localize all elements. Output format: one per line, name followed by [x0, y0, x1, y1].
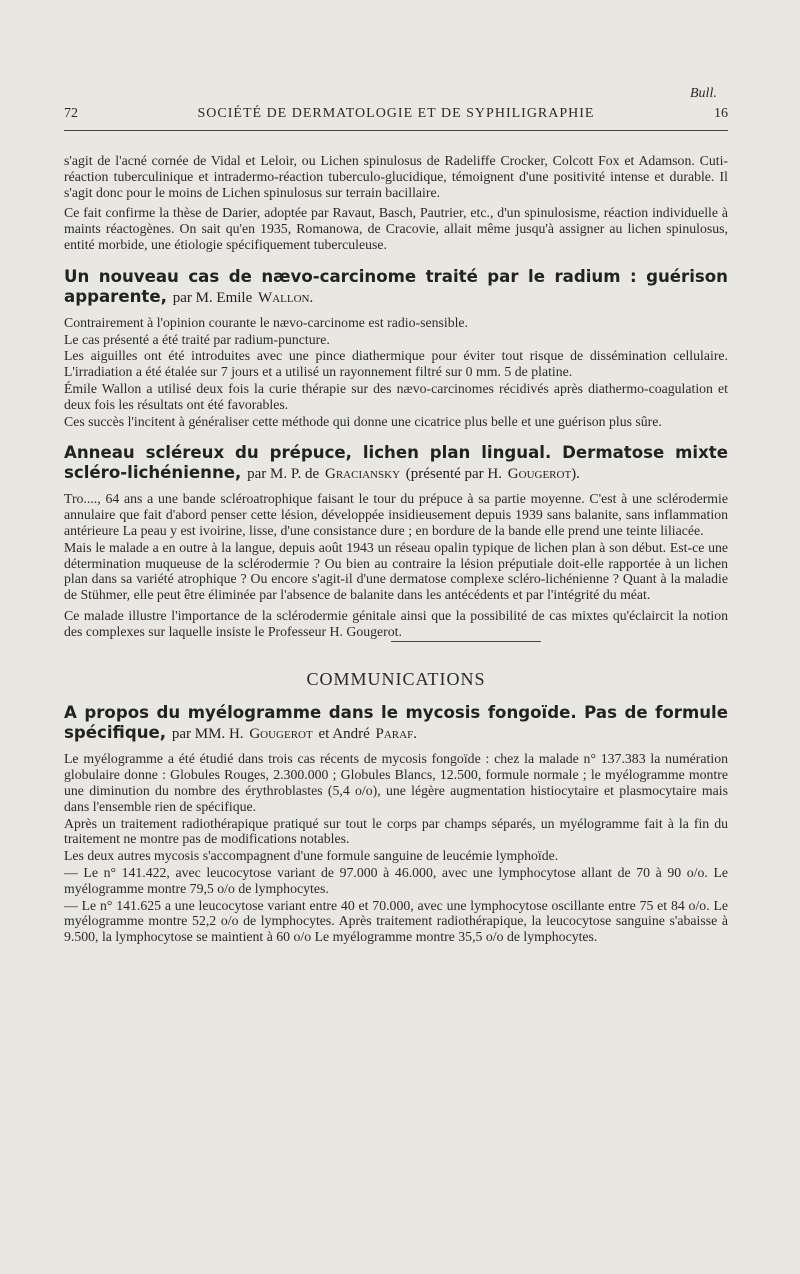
article-2-paragraph: Mais le malade a en outre à la langue, depuis août 1943 un réseau opalin typique de lichen plan à son début. Est-ce une détermination muqueuse de la sclérodermie ? Ou bien au contraire la lésion préputiale doit-elle rapportée à un lichen plan dans sa variété atrophique ? Ou encore s'agit-il d'une dermatose complexe scléro-lichénienne ? Quant à la maladie de Stühmer, elle peut être éliminée par l'absence de balanite dans les antécédents et par l'intégrité du méat. [64, 539, 728, 603]
page-number: 72 [64, 106, 78, 121]
header-rule [64, 130, 728, 131]
article-3-paragraph: — Le n° 141.625 a une leucocytose variant entre 40 et 70.000, avec une lymphocytose oscillante entre 75 et 84 o/o. Le myélogramme montre 52,2 o/o de lymphocytes. Après traitement radiothérapique, la leucocytose sanguine s'abaisse à 9.500, la lymphocytose se maintient à 60 o/o Le myélogramme montre 35,5 o/o de lymphocytes. [64, 897, 728, 945]
article-3-paragraph: — Le n° 141.422, avec leucocytose variant de 97.000 à 46.000, avec une lymphocytose allant de 70 à 90 o/o. Le myélogramme montre 79,5 o/o de lymphocytes. [64, 864, 728, 896]
intro-paragraph-2: Ce fait confirme la thèse de Darier, adoptée par Ravaut, Basch, Pautrier, etc., d'un spinulosisme, réaction individuelle à maints réactogènes. On sait qu'en 1935, Romanowa, de Cracovie, allait même jusqu'à assigner au lichen spinulosus, entité morbide, une étiologie spécifiquement tuberculeuse. [64, 205, 728, 252]
article-1-title: Un nouveau cas de nævo-carcinome traité par le radium : guérison apparente, [64, 266, 728, 306]
article-3-title: A propos du myélogramme dans le mycosis fongoïde. Pas de formule spécifique, [64, 703, 728, 743]
article-3-byline-mid: et André [318, 726, 370, 743]
article-2-author: Graciansky [325, 466, 401, 483]
article-1-paragraph: Contrairement à l'opinion courante le nævo-carcinome est radio-sensible. [64, 314, 468, 330]
article-3-heading [64, 703, 728, 744]
intro-paragraph-1: s'agit de l'acné cornée de Vidal et Leloir, ou Lichen spinulosus de Radeliffe Crocker, Colcott Fox et Adamson. Cuti-réaction tuberculinique et intradermo-réaction tuberculo-glucidique, témoignent d'une positivité intense et durable. Il s'agit donc pour le moins de Lichen spinulosus sur terrain bacillaire. [64, 153, 728, 200]
article-1-paragraph: Le cas présenté a été traité par radium-puncture. [64, 331, 330, 347]
article-2-byline-suffix: (présenté par H. [405, 466, 503, 483]
article-2-byline: par M. P. de [247, 466, 320, 483]
article-2-title: Anneau scléreux du prépuce, lichen plan lingual. Dermatose mixte scléro-lichénienne, [64, 443, 728, 483]
article-1-paragraph: Émile Wallon a utilisé deux fois la curie thérapie sur des nævo-carcinomes récidivés après diathermo-coagulation et deux fois les résultats ont été favorables. [64, 380, 728, 412]
article-1-author: Wallon. [258, 289, 314, 306]
article-3-paragraph: Le myélogramme a été étudié dans trois cas récents de mycosis fongoïde : chez la malade n° 137.383 la numération globulaire donne : Globules Rouges, 2.300.000 ; Globules Blancs, 12.500, formule normale ; le myélogramme montre une diminution du nombre des érythroblastes (5,4 o/o), une légère augmentation histiocytaire et plasmocytaire mais dans l'ensemble rien de spécifique. [64, 751, 728, 814]
article-2-author-2: Gougerot). [507, 466, 580, 483]
page-body [64, 153, 728, 950]
sheet-number: 16 [714, 106, 728, 121]
running-header [64, 106, 728, 126]
article-3-author-2: Paraf. [375, 726, 417, 743]
article-3-paragraph: Après un traitement radiothérapique pratiqué sur tout le corps par champs séparés, un myélogramme fait à la fin du traitement ne montre pas de modifications notables. [64, 815, 728, 847]
article-3-author: Gougerot [249, 726, 313, 743]
article-2-paragraph: Tro...., 64 ans a une bande scléroatrophique faisant le tour du prépuce à sa partie moyenne. C'est à une sclérodermie annulaire que fait d'abord penser cette lésion, développée insidieusement depuis 1939 sans balanite, sans inflammation antérieure La peau y est ivoirine, lisse, d'une consistance dure ; en bordure de la bande elle prend une teinte liliacée. [64, 491, 728, 538]
article-1-byline: par M. Emile [172, 289, 253, 306]
separator-rule [391, 641, 541, 642]
article-2-paragraph: Ce malade illustre l'importance de la sclérodermie génitale ainsi que la possibilité de cas mixtes qu'éclaircit la notion des complexes sur laquelle insiste le Professeur H. Gougerot. [64, 607, 728, 639]
article-3-byline: par MM. H. [171, 726, 244, 743]
section-title: COMMUNICATIONS [306, 668, 486, 689]
article-2-heading [64, 443, 728, 484]
article-1-heading [64, 267, 728, 308]
article-1-paragraph: Ces succès l'incitent à généraliser cette méthode qui donne une cicatrice plus belle et une guérison plus sûre. [64, 413, 662, 429]
bull-marker: Bull. [690, 86, 717, 101]
article-1-paragraph: Les aiguilles ont été introduites avec une pince diathermique pour éviter tout risque de dissémination cellulaire. L'irradiation a été étalée sur 7 jours et a utilisé un rayonnement filtré sur 0 mm. 5 de platine. [64, 348, 728, 380]
article-3-paragraph: Les deux autres mycosis s'accompagnent d'une formule sanguine de leucémie lymphoïde. [64, 848, 559, 864]
journal-title: SOCIÉTÉ DE DERMATOLOGIE ET DE SYPHILIGRAPHIE [197, 106, 595, 121]
